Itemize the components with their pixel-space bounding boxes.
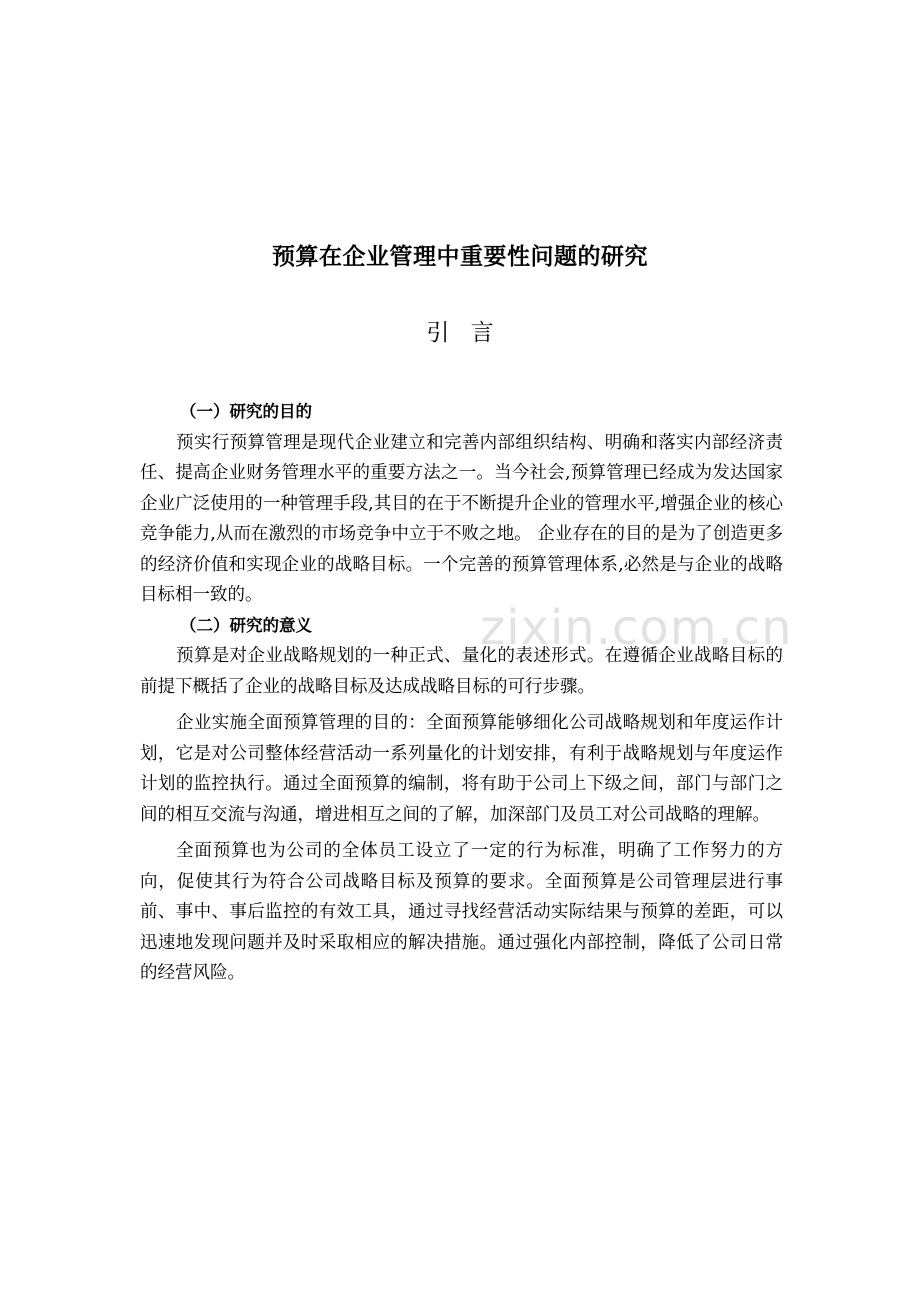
watermark: zixin.com.cn: [480, 600, 793, 656]
paragraph-significance-1: 预算是对企业战略规划的一种正式、量化的表述形式。在遵循企业战略目标的前提下概括了企业的战略目标及达成战略目标的可行步骤。: [140, 646, 783, 697]
paragraph-significance-2: 企业实施全面预算管理的目的：全面预算能够细化公司战略规划和年度运作计划，它是对公司整体经营活动一系列量化的计划安排，有利于战略规划与年度运作计划的监控执行。通过全面预算的编制，将有助于公司上下级之间，部门与部门之间的相互交流与沟通，增进相互之间的了解，加深部门及员工对公司战略的理解。: [140, 713, 783, 825]
paragraph-purpose: 预实行预算管理是现代企业建立和完善内部组织结构、明确和落实内部经济责任、提高企业财务管理水平的重要方法之一。当今社会,预算管理已经成为发达国家企业广泛使用的一种管理手段,其目的在于不断提升企业的管理水平,增强企业的核心竞争能力,从而在激烈的市场竞争中立于不败之地。 企业存在的目的是为了创造更多的经济价值和实现企业的战略目标。一个完善的预算管理体系,必然是与企业的战略目标相一致的。: [140, 432, 783, 605]
paragraph-significance-3: 全面预算也为公司的全体员工设立了一定的行为标准，明确了工作努力的方向，促使其行为符合公司战略目标及预算的要求。全面预算是公司管理层进行事前、事中、事后监控的有效工具，通过寻找经营活动实际结果与预算的差距，可以迅速地发现问题并及时采取相应的解决措施。通过强化内部控制，降低了公司日常的经营风险。: [140, 841, 783, 983]
section-heading-purpose: （一）研究的目的: [180, 402, 312, 421]
section-title: 引 言: [426, 320, 494, 346]
section-heading-significance: （二）研究的意义: [180, 615, 312, 635]
document-title: 预算在企业管理中重要性问题的研究: [272, 244, 648, 270]
document-body: [140, 397, 783, 989]
